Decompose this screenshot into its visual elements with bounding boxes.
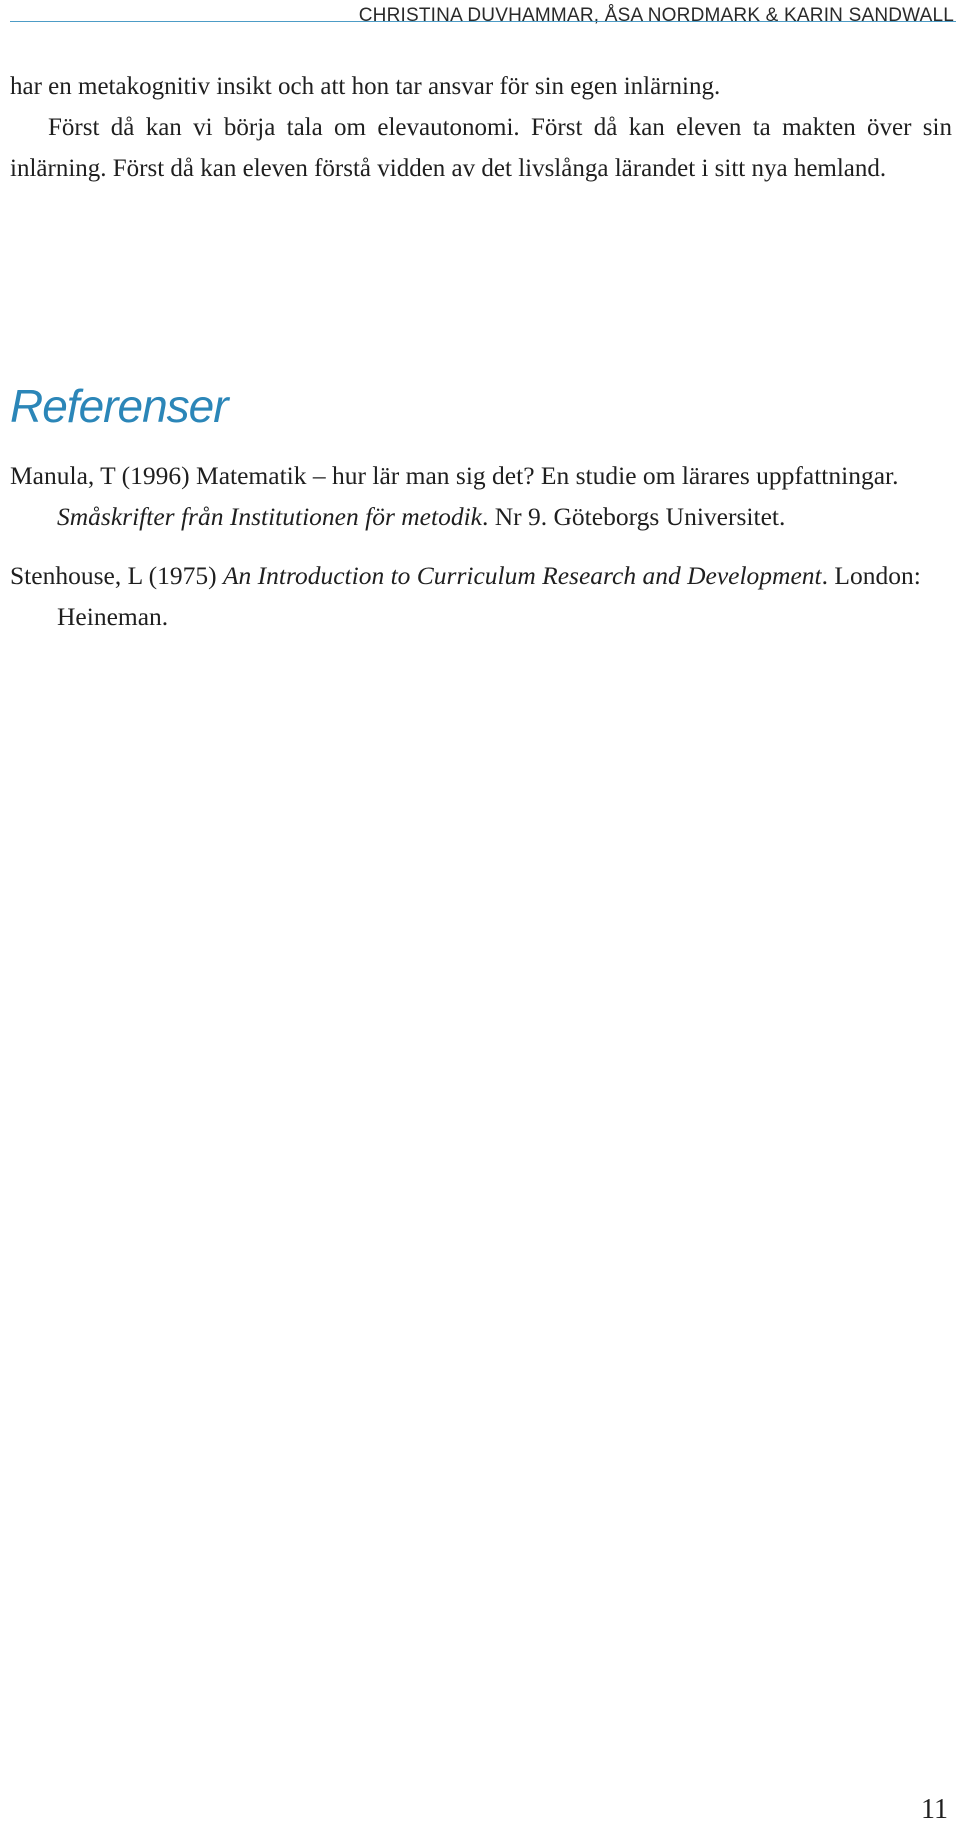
paragraph: Först då kan vi börja tala om elevautonomi. Först då kan eleven ta makten över sin inlärning. Först då kan eleven förstå vidden av det livslånga lärandet i sitt nya hemland. [10, 114, 952, 182]
reference-item [10, 555, 930, 637]
paragraph: har en metakognitiv insikt och att hon tar ansvar för sin egen inlärning. [10, 73, 721, 100]
reference-title: Småskrifter från Institutionen för metodik [57, 502, 482, 531]
header-rule [10, 21, 956, 22]
section-heading: Referenser [10, 380, 228, 432]
running-head: CHRISTINA DUVHAMMAR, ÅSA NORDMARK & KARIN SANDWALL [358, 5, 954, 26]
reference-item [10, 455, 930, 537]
reference-list [10, 455, 930, 655]
body-text [10, 66, 952, 189]
page-number: 11 [921, 1794, 948, 1825]
reference-lead: Manula, T (1996) Matematik – hur lär man sig det? En studie om lärares uppfattningar. [10, 461, 899, 490]
reference-title: An Introduction to Curriculum Research and Development [222, 561, 822, 590]
reference-tail: . London: Heineman. [57, 561, 921, 631]
reference-tail: . Nr 9. Göteborgs Universitet. [481, 502, 786, 531]
reference-lead: Stenhouse, L (1975) [10, 561, 223, 590]
